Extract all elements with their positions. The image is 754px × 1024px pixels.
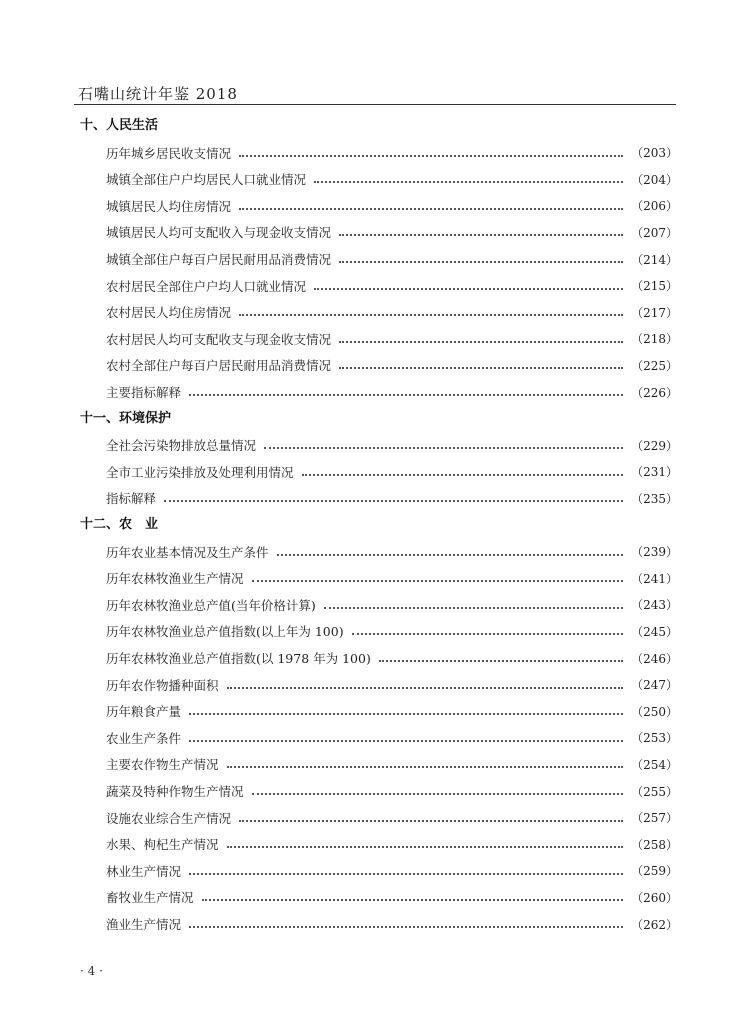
toc-entry-title: 历年农林牧渔业总产值指数(以上年为 100) xyxy=(106,624,344,640)
toc-entry-title: 城镇居民人均可支配收入与现金收支情况 xyxy=(106,225,332,241)
section-heading: 十、人民生活 xyxy=(80,118,159,133)
dot-leader xyxy=(314,181,623,183)
toc-entry-title: 农村居民人均可支配收支与现金收支情况 xyxy=(106,331,332,347)
section-heading: 十二、农 业 xyxy=(80,517,159,532)
toc-entry-title: 蔬菜及特种作物生产情况 xyxy=(106,784,244,799)
toc-entry[interactable] xyxy=(106,352,678,378)
dot-leader xyxy=(339,261,623,263)
toc-entry-page: （218） xyxy=(631,332,678,347)
toc-entry[interactable] xyxy=(106,565,678,591)
toc-entry-title: 主要农作物生产情况 xyxy=(106,757,219,773)
toc-entry-page: （229） xyxy=(631,438,678,453)
toc-entry[interactable] xyxy=(106,539,678,565)
toc-entry-page: （215） xyxy=(631,279,678,294)
dot-leader xyxy=(189,740,623,742)
dot-leader xyxy=(239,208,623,210)
toc-entry-page: （231） xyxy=(631,465,678,480)
toc-entry-title: 设施农业综合生产情况 xyxy=(106,810,232,826)
toc-entry-page: （204） xyxy=(631,172,678,187)
dot-leader xyxy=(339,234,623,236)
toc-entry-page: （250） xyxy=(631,704,678,719)
toc-entry[interactable] xyxy=(106,858,678,884)
toc-entry-title: 城镇全部住户户均居民人口就业情况 xyxy=(106,172,307,188)
dot-leader xyxy=(379,660,623,662)
toc-entry[interactable] xyxy=(106,193,678,219)
toc-entry-page: （203） xyxy=(631,146,678,161)
toc-entry-page: （254） xyxy=(631,757,678,772)
toc-entry-title: 全市工业污染排放及处理利用情况 xyxy=(106,464,294,480)
toc-entry[interactable] xyxy=(106,326,678,352)
toc-entry[interactable] xyxy=(106,751,678,777)
toc-entry[interactable] xyxy=(106,485,678,511)
toc-entry-page: （257） xyxy=(631,811,678,826)
toc-entry-title: 城镇全部住户每百户居民耐用品消费情况 xyxy=(106,252,332,267)
toc-entry[interactable] xyxy=(106,884,678,910)
toc-entry-title: 农业生产条件 xyxy=(106,730,182,746)
dot-leader xyxy=(164,500,623,502)
dot-leader xyxy=(202,899,624,901)
dot-leader xyxy=(339,341,623,343)
toc-entry-title: 农村全部住户每百户居民耐用品消费情况 xyxy=(106,358,332,374)
dot-leader xyxy=(227,846,624,848)
toc-entry-title: 林业生产情况 xyxy=(106,863,182,879)
toc-entry[interactable] xyxy=(106,725,678,751)
toc-entry[interactable] xyxy=(106,299,678,325)
toc-entry-page: （259） xyxy=(631,864,678,879)
toc-entry[interactable] xyxy=(106,778,678,804)
dot-leader xyxy=(324,607,623,609)
toc-entry[interactable] xyxy=(106,140,678,166)
toc-entry-page: （217） xyxy=(631,305,678,320)
toc-entry-title: 历年农林牧渔业总产值(当年价格计算) xyxy=(106,597,316,613)
header-rule xyxy=(74,104,676,105)
dot-leader xyxy=(239,314,623,316)
dot-leader xyxy=(314,288,623,290)
toc-entry-page: （241） xyxy=(631,571,678,586)
dot-leader xyxy=(277,554,624,556)
toc-entry-title: 历年农作物播种面积 xyxy=(106,677,219,693)
toc-entry[interactable] xyxy=(106,246,678,272)
dot-leader xyxy=(252,793,624,795)
dot-leader xyxy=(352,633,624,635)
dot-leader xyxy=(189,873,623,875)
toc-entry[interactable] xyxy=(106,672,678,698)
toc-entry-page: （207） xyxy=(631,225,678,240)
page-number-footer: · 4 · xyxy=(80,964,103,978)
toc-entry-title: 历年粮食产量 xyxy=(106,704,182,720)
toc-entry[interactable] xyxy=(106,166,678,192)
toc-entry-page: （226） xyxy=(631,385,678,400)
dot-leader xyxy=(252,580,624,582)
toc-entry[interactable] xyxy=(106,911,678,937)
toc-entry-page: （262） xyxy=(631,917,678,932)
dot-leader xyxy=(227,766,624,768)
dot-leader xyxy=(189,926,623,928)
toc-entry[interactable] xyxy=(106,592,678,618)
dot-leader xyxy=(264,447,623,449)
toc-entry[interactable] xyxy=(106,219,678,245)
toc-entry-title: 历年城乡居民收支情况 xyxy=(106,145,232,161)
dot-leader xyxy=(339,367,623,369)
toc-entry-page: （239） xyxy=(631,545,678,560)
toc-entry[interactable] xyxy=(106,831,678,857)
toc-entry-page: （258） xyxy=(631,837,678,852)
toc-entry-page: （255） xyxy=(631,784,678,799)
toc-entry-page: （260） xyxy=(631,890,678,905)
toc-entry[interactable] xyxy=(106,698,678,724)
toc-entry-page: （214） xyxy=(631,252,678,267)
toc-entry-page: （235） xyxy=(631,491,678,506)
toc-entry-title: 历年农林牧渔业生产情况 xyxy=(106,571,244,587)
toc-entry-title: 农村居民人均住房情况 xyxy=(106,305,232,321)
toc-entry-title: 水果、枸杞生产情况 xyxy=(106,837,219,853)
toc-entry-page: （247） xyxy=(631,678,678,693)
toc-entry-title: 城镇居民人均住房情况 xyxy=(106,198,232,214)
toc-entry-page: （246） xyxy=(631,651,678,666)
toc-entry-title: 渔业生产情况 xyxy=(106,917,182,932)
toc-entry-title: 历年农业基本情况及生产条件 xyxy=(106,544,269,560)
toc-entry[interactable] xyxy=(106,432,678,458)
dot-leader xyxy=(239,820,623,822)
toc-entry-title: 全社会污染物排放总量情况 xyxy=(106,438,257,454)
dot-leader xyxy=(239,155,623,157)
dot-leader xyxy=(189,394,623,396)
toc-entry-page: （243） xyxy=(631,598,678,613)
toc-entry-page: （253） xyxy=(631,731,678,746)
toc-entry-page: （245） xyxy=(631,624,678,639)
toc-entry[interactable] xyxy=(106,459,678,485)
toc-entry[interactable] xyxy=(106,645,678,671)
toc-entry-title: 主要指标解释 xyxy=(106,385,182,400)
dot-leader xyxy=(227,687,624,689)
dot-leader xyxy=(302,474,624,476)
section-heading: 十一、环境保护 xyxy=(80,410,172,426)
toc-entry-title: 历年农林牧渔业总产值指数(以 1978 年为 100) xyxy=(106,651,371,666)
toc-entry[interactable] xyxy=(106,618,678,644)
toc-entry-title: 畜牧业生产情况 xyxy=(106,890,194,906)
toc-entry-title: 指标解释 xyxy=(106,491,157,507)
running-header: 石嘴山统计年鉴 2018 xyxy=(78,85,238,103)
toc-entry-title: 农村居民全部住户户均人口就业情况 xyxy=(106,278,307,294)
toc-entry[interactable] xyxy=(106,805,678,831)
toc-entry[interactable] xyxy=(106,379,678,405)
toc-entry[interactable] xyxy=(106,273,678,299)
toc-entry-page: （225） xyxy=(631,358,678,373)
dot-leader xyxy=(189,713,623,715)
toc-entry-page: （206） xyxy=(631,199,678,214)
